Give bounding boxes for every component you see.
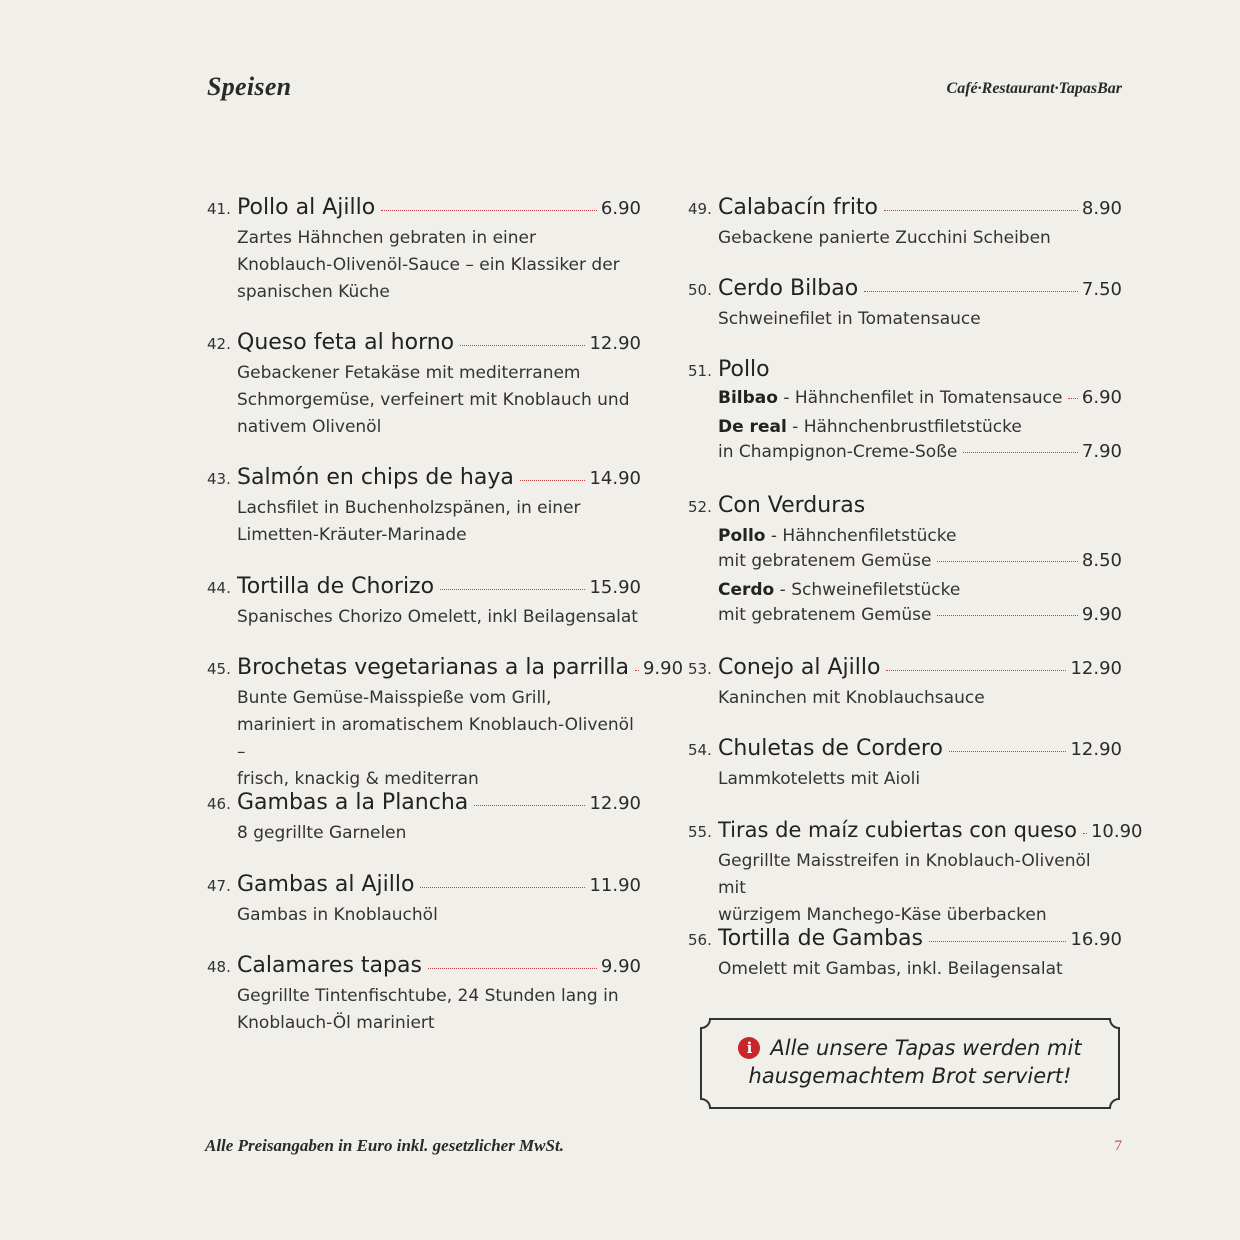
item-number: 47. xyxy=(207,877,231,895)
item-name: Tortilla de Gambas xyxy=(718,926,924,951)
leader-dots xyxy=(460,345,585,346)
item-price: 12.90 xyxy=(589,333,641,354)
item-name: Gambas a la Plancha xyxy=(237,790,469,815)
item-description: 8 gegrillte Garnelen xyxy=(237,823,407,843)
bread-notice-box xyxy=(700,1018,1120,1109)
item-price: 14.90 xyxy=(589,468,641,489)
variant-price: 9.90 xyxy=(1081,604,1122,625)
menu-item xyxy=(207,790,641,847)
item-price: 9.90 xyxy=(600,956,641,977)
item-description: Lammkoteletts mit Aioli xyxy=(718,769,921,789)
leader-dots xyxy=(440,589,585,590)
item-name: Brochetas vegetarianas a la parrilla xyxy=(237,655,629,680)
leader-dots xyxy=(1083,833,1087,834)
item-description: Spanisches Chorizo Omelett, inkl Beilagensalat xyxy=(237,607,638,627)
variant-price: 7.90 xyxy=(1081,441,1122,462)
item-name: Calabacín frito xyxy=(718,195,879,220)
item-description: Gebackene panierte Zucchini Scheiben xyxy=(718,228,1051,248)
item-description: Zartes Hähnchen gebraten in einer Knoblauch-Olivenöl-Sauce – ein Klassiker der spanischen Küche xyxy=(237,228,620,302)
item-variant xyxy=(688,387,1122,414)
leader-dots xyxy=(886,670,1066,671)
item-name: Tortilla de Chorizo xyxy=(237,574,435,599)
item-name: Tiras de maíz cubiertas con queso xyxy=(718,818,1077,842)
menu-item xyxy=(207,574,641,631)
notice-text xyxy=(700,1034,1120,1090)
item-name: Queso feta al horno xyxy=(237,330,455,355)
leader-dots xyxy=(635,670,639,671)
item-number: 42. xyxy=(207,335,231,353)
item-name: Conejo al Ajillo xyxy=(718,655,881,680)
venue-name: Café·Restaurant·TapasBar xyxy=(946,80,1122,97)
menu-item xyxy=(688,493,1122,631)
item-description: Gambas in Knoblauchöl xyxy=(237,905,438,925)
variant-description: mit gebratenem Gemüse xyxy=(718,605,932,625)
leader-dots xyxy=(963,452,1078,453)
variant-price: 6.90 xyxy=(1081,387,1122,408)
item-number: 41. xyxy=(207,200,231,218)
item-number: 54. xyxy=(688,741,712,759)
item-price: 9.90 xyxy=(642,658,684,679)
item-description: Kaninchen mit Knoblauchsauce xyxy=(718,688,985,708)
item-price: 8.90 xyxy=(1081,198,1122,219)
notice-line-2: hausgemachtem Brot serviert! xyxy=(748,1064,1072,1088)
page-number: 7 xyxy=(1114,1138,1122,1154)
leader-dots xyxy=(884,210,1078,211)
leader-dots xyxy=(381,210,597,211)
item-name: Gambas al Ajillo xyxy=(237,872,415,897)
leader-dots xyxy=(428,968,597,969)
variant-description: - Hähnchenbrustfiletstücke xyxy=(786,417,1022,437)
item-price: 6.90 xyxy=(600,198,641,219)
item-price: 12.90 xyxy=(589,793,641,814)
item-name: Pollo xyxy=(718,357,770,382)
variant-name: De real xyxy=(718,417,787,437)
item-number: 43. xyxy=(207,470,231,488)
menu-item xyxy=(688,736,1122,793)
menu-item xyxy=(207,195,641,306)
item-number: 49. xyxy=(688,200,712,218)
item-price: 10.90 xyxy=(1090,821,1143,842)
item-variant-line xyxy=(688,441,1122,468)
menu-item xyxy=(688,818,1143,929)
item-price: 11.90 xyxy=(589,875,641,896)
leader-dots xyxy=(937,615,1078,616)
leader-dots xyxy=(420,887,585,888)
menu-item xyxy=(207,655,684,793)
leader-dots xyxy=(864,291,1078,292)
item-name: Chuletas de Cordero xyxy=(718,736,943,761)
leader-dots xyxy=(929,941,1066,942)
variant-name: Pollo xyxy=(718,526,766,546)
variant-description: - Schweinefiletstücke xyxy=(774,580,961,600)
leader-dots xyxy=(1068,398,1077,399)
item-name: Salmón en chips de haya xyxy=(237,465,514,490)
item-description: Bunte Gemüse-Maisspieße vom Grill, mariniert in aromatischem Knoblauch-Olivenöl – frisch, knackig & mediterran xyxy=(237,688,634,789)
variant-name: Cerdo xyxy=(718,580,775,600)
variant-price: 8.50 xyxy=(1081,550,1122,571)
item-number: 55. xyxy=(688,823,712,841)
item-number: 48. xyxy=(207,958,231,976)
leader-dots xyxy=(474,805,585,806)
item-name: Pollo al Ajillo xyxy=(237,195,376,220)
item-number: 52. xyxy=(688,498,712,516)
item-price: 12.90 xyxy=(1070,658,1122,679)
variant-description: mit gebratenem Gemüse xyxy=(718,551,932,571)
item-number: 56. xyxy=(688,931,712,949)
item-variant-line xyxy=(688,550,1122,577)
variant-name: Bilbao xyxy=(718,388,778,408)
menu-item xyxy=(688,195,1122,252)
info-icon: i xyxy=(738,1037,760,1059)
menu-item xyxy=(207,953,641,1037)
item-name: Calamares tapas xyxy=(237,953,422,978)
item-variant xyxy=(688,523,1122,550)
item-number: 53. xyxy=(688,660,712,678)
item-price: 16.90 xyxy=(1070,929,1122,950)
menu-item xyxy=(688,926,1122,983)
item-number: 46. xyxy=(207,795,231,813)
item-description: Gebackener Fetakäse mit mediterranem Schmorgemüse, verfeinert mit Knoblauch und nativem Olivenöl xyxy=(237,363,630,437)
variant-description: - Hähnchenfilet in Tomatensauce xyxy=(777,388,1063,408)
variant-description: in Champignon-Creme-Soße xyxy=(718,442,958,462)
leader-dots xyxy=(520,480,586,481)
item-number: 44. xyxy=(207,579,231,597)
item-description: Gegrillte Tintenfischtube, 24 Stunden lang in Knoblauch-Öl mariniert xyxy=(237,986,619,1033)
menu-item xyxy=(688,357,1122,468)
item-description: Schweinefilet in Tomatensauce xyxy=(718,309,981,329)
item-price: 7.50 xyxy=(1081,279,1122,300)
item-description: Lachsfilet in Buchenholzspänen, in einer Limetten-Kräuter-Marinade xyxy=(237,498,581,545)
menu-item xyxy=(207,330,641,441)
variant-description: - Hähnchenfiletstücke xyxy=(765,526,957,546)
item-number: 50. xyxy=(688,281,712,299)
item-description: Gegrillte Maisstreifen in Knoblauch-Olivenöl mit würzigem Manchego-Käse überbacken xyxy=(718,851,1091,925)
menu-item xyxy=(688,276,1122,333)
leader-dots xyxy=(949,751,1067,752)
menu-item xyxy=(688,655,1122,712)
item-variant xyxy=(688,577,1122,604)
item-variant xyxy=(688,414,1122,441)
section-title: Speisen xyxy=(207,72,292,101)
item-description: Omelett mit Gambas, inkl. Beilagensalat xyxy=(718,959,1063,979)
item-number: 45. xyxy=(207,660,231,678)
item-price: 15.90 xyxy=(589,577,641,598)
item-price: 12.90 xyxy=(1070,739,1122,760)
notice-line-1: Alle unsere Tapas werden mit xyxy=(770,1036,1082,1060)
leader-dots xyxy=(937,561,1078,562)
menu-item xyxy=(207,872,641,929)
item-name: Cerdo Bilbao xyxy=(718,276,859,301)
item-variant-line xyxy=(688,604,1122,631)
item-number: 51. xyxy=(688,362,712,380)
item-name: Con Verduras xyxy=(718,493,866,518)
price-note: Alle Preisangaben in Euro inkl. gesetzlicher MwSt. xyxy=(205,1136,564,1155)
menu-item xyxy=(207,465,641,549)
